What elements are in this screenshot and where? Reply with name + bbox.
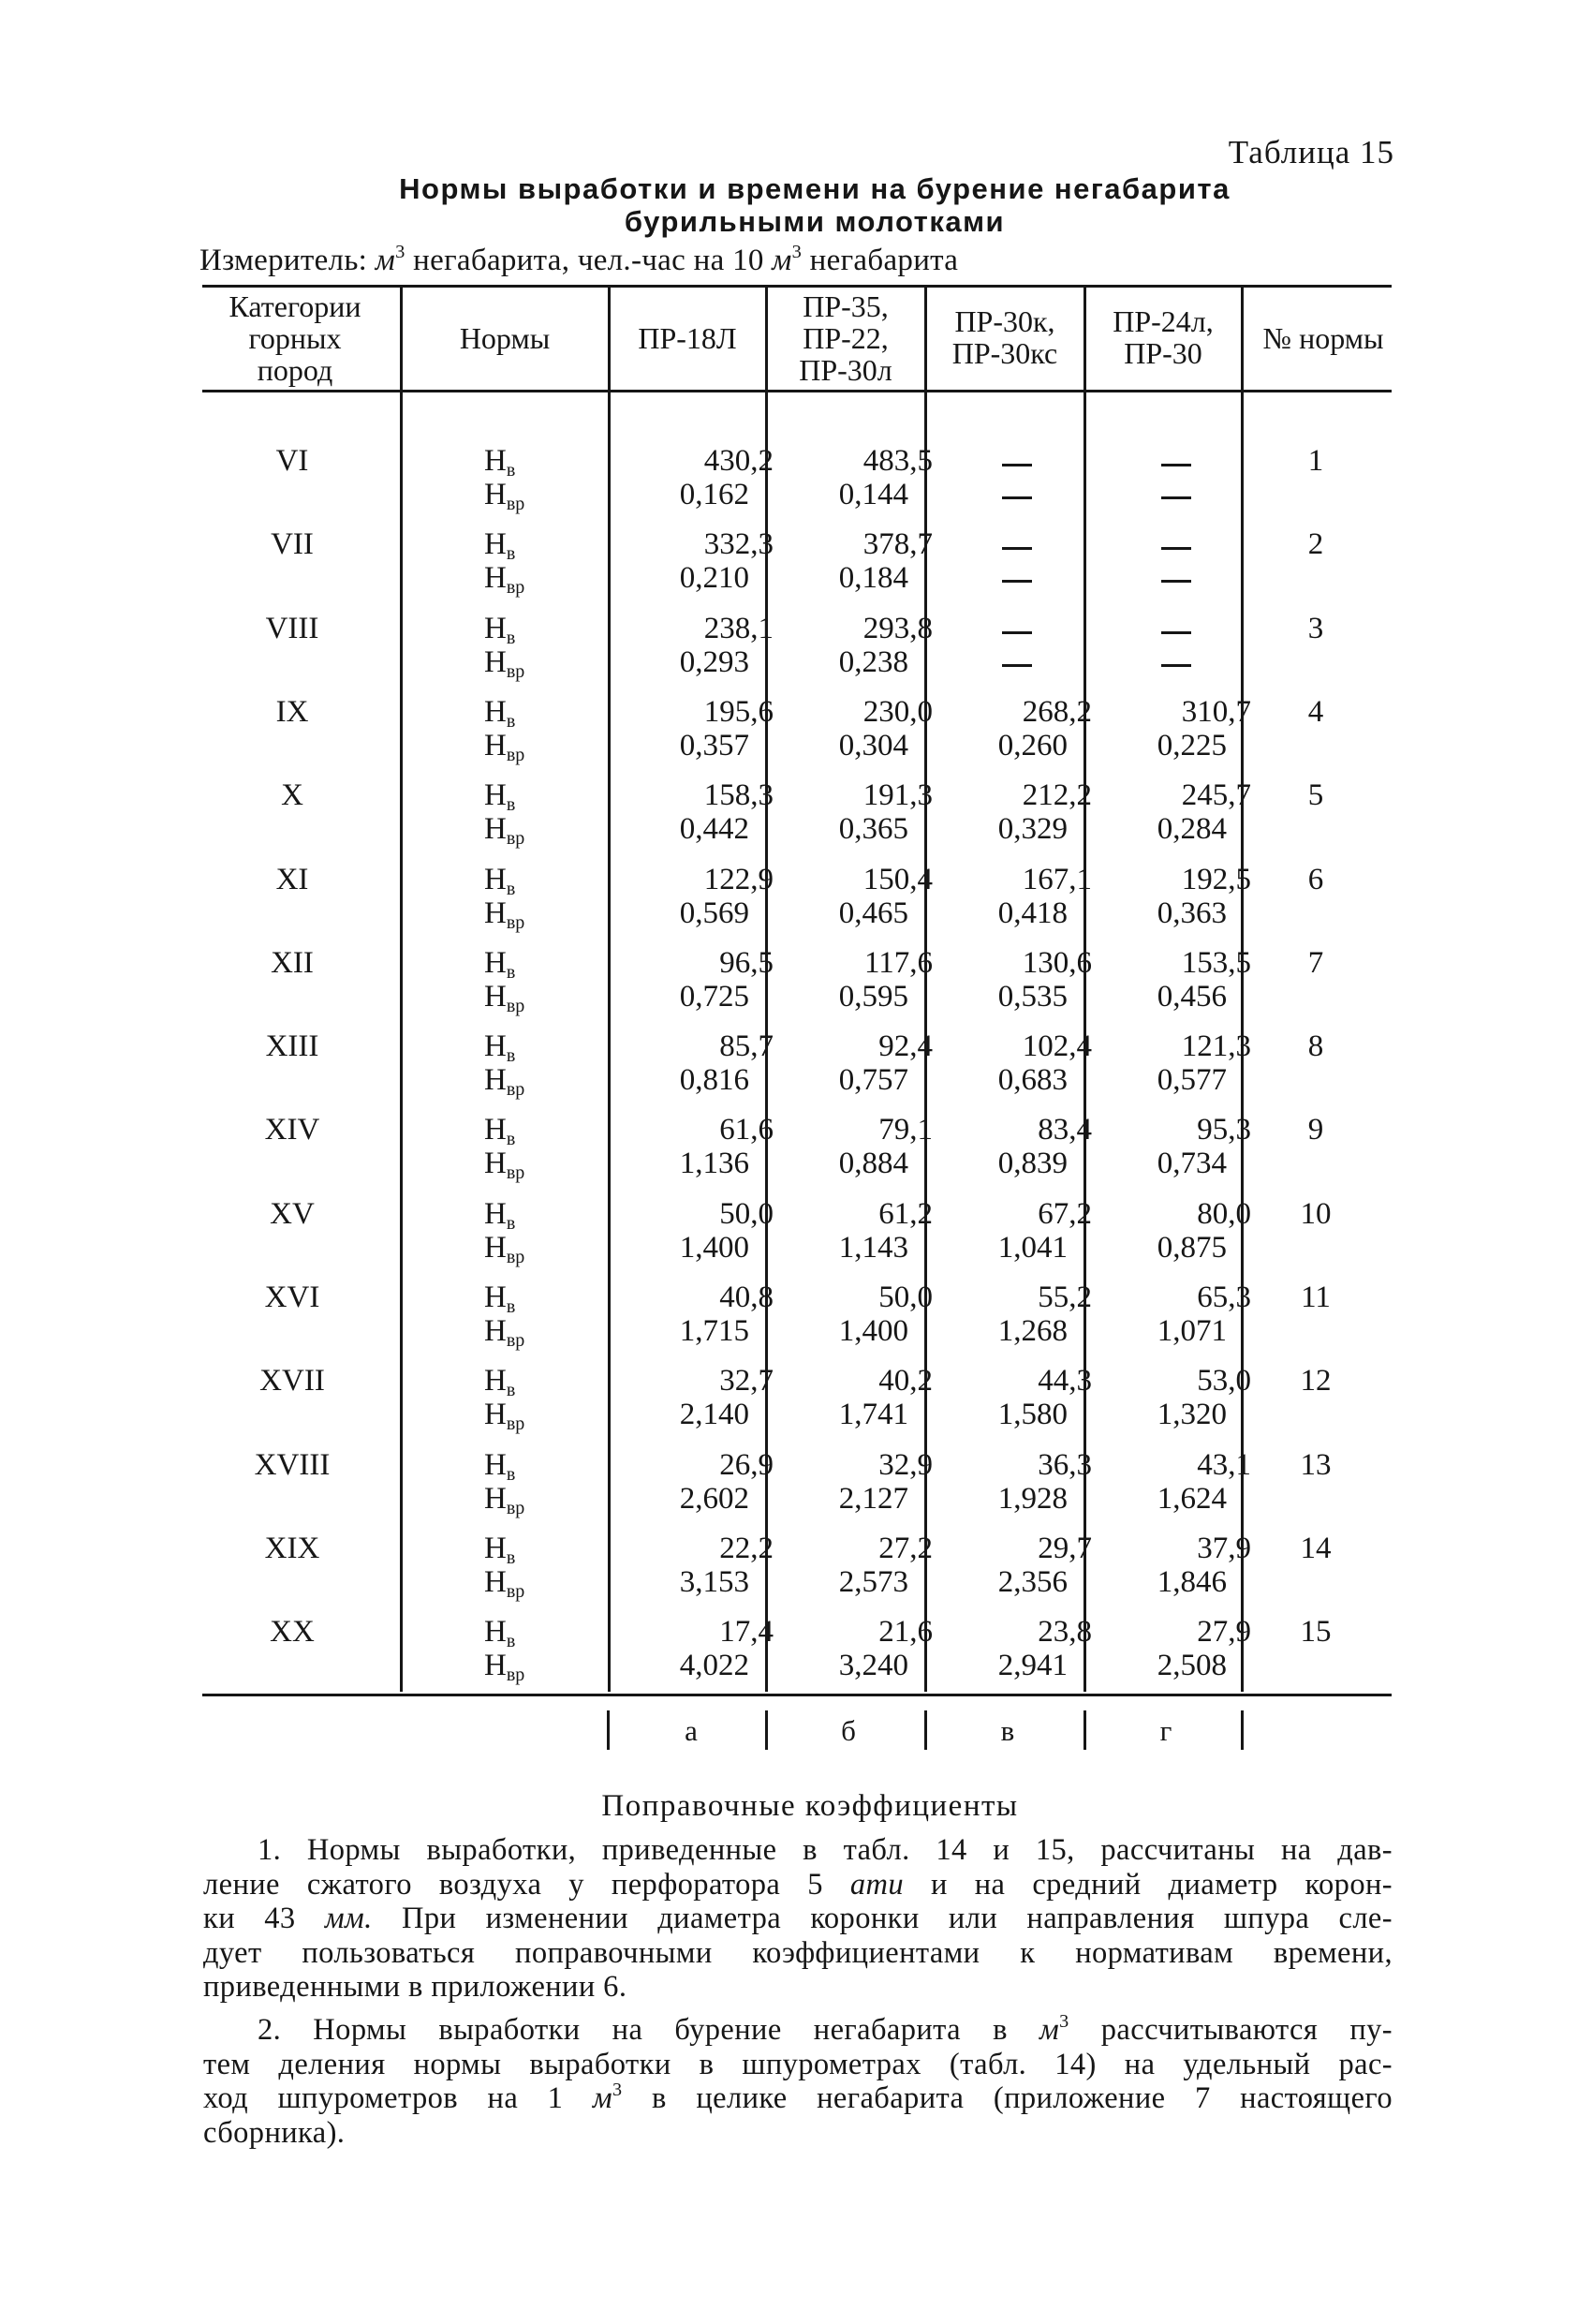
norm-output-label: Нв [484,863,516,899]
table-row [0,1526,1592,1610]
col-letter-g: г [1159,1714,1172,1747]
value-time: 1,041 [997,1231,1068,1265]
value-time: 0,363 [1157,896,1227,930]
norm-time-label: Нвр [484,1482,525,1518]
value-output: 29,7 [1038,1532,1092,1565]
letter-divider-4 [1083,1710,1086,1750]
empty-dash [1161,547,1191,550]
letter-divider-1 [607,1710,610,1750]
table-row [0,1609,1592,1694]
table-title-line1: Нормы выработки и времени на бурение негабарита [399,172,1231,205]
norm-time-label: Нвр [484,1231,525,1267]
empty-dash [1161,631,1191,634]
letter-divider-2 [765,1710,768,1750]
norm-time-label: Нвр [484,561,525,598]
value-output: 483,5 [862,444,933,478]
row-category: XVI [264,1280,320,1314]
value-output: 32,7 [719,1364,774,1398]
table-row [0,1024,1592,1108]
col-header-pr24l: ПР-24л, ПР-30 [1113,304,1214,370]
row-category: XVIII [254,1448,331,1482]
value-output: 44,3 [1038,1364,1092,1398]
norm-output-label: Нв [484,444,516,481]
letter-divider-3 [924,1710,927,1750]
value-output: 17,4 [719,1615,774,1649]
value-output: 95,3 [1197,1113,1251,1147]
value-time: 0,162 [679,478,749,511]
row-norm-number: 3 [1307,612,1324,645]
norm-time-label: Нвр [484,1314,525,1351]
norm-time-label: Нвр [484,1565,525,1602]
value-output: 50,0 [878,1280,933,1314]
value-time: 0,304 [838,729,908,762]
row-norm-number: 5 [1307,778,1324,812]
table-row [0,438,1592,523]
norm-output-label: Нв [484,1280,516,1317]
value-output: 310,7 [1181,695,1251,729]
table-row [0,1443,1592,1527]
value-output: 121,3 [1181,1029,1251,1063]
value-output: 195,6 [703,695,774,729]
value-time: 2,127 [838,1482,908,1516]
row-norm-number: 13 [1300,1448,1332,1482]
row-norm-number: 15 [1300,1615,1332,1649]
value-time: 0,418 [997,896,1068,930]
value-output: 27,9 [1197,1615,1251,1649]
row-category: XX [270,1615,315,1649]
value-time: 0,839 [997,1147,1068,1180]
norm-time-label: Нвр [484,1649,525,1685]
value-output: 238,1 [703,612,774,645]
table-row [0,773,1592,857]
col-letter-b: б [841,1714,856,1747]
col-header-norm-no: № нормы [1262,321,1384,355]
table-row [0,1358,1592,1443]
value-output: 230,0 [862,695,933,729]
value-output: 26,9 [719,1448,774,1482]
value-time: 2,602 [679,1482,749,1516]
row-category: XI [275,863,309,896]
norm-output-label: Нв [484,778,516,815]
row-norm-number: 4 [1307,695,1324,729]
value-output: 167,1 [1022,863,1092,896]
value-time: 1,136 [679,1147,749,1180]
value-time: 2,508 [1157,1649,1227,1682]
value-time: 0,144 [838,478,908,511]
col-header-pr30k: ПР-30к, ПР-30кс [951,304,1058,370]
norm-output-label: Нв [484,1029,516,1066]
row-norm-number: 2 [1307,527,1324,561]
row-category: XIV [264,1113,320,1147]
empty-dash [1002,664,1032,667]
empty-dash [1002,631,1032,634]
value-output: 55,2 [1038,1280,1092,1314]
value-output: 37,9 [1197,1532,1251,1565]
value-output: 79,1 [878,1113,933,1147]
empty-dash [1002,496,1032,499]
value-time: 1,320 [1157,1398,1227,1431]
row-category: XVII [259,1364,325,1398]
value-output: 27,2 [878,1532,933,1565]
empty-dash [1161,464,1191,466]
value-output: 92,4 [878,1029,933,1063]
value-output: 332,3 [703,527,774,561]
value-time: 1,928 [997,1482,1068,1516]
norm-time-label: Нвр [484,478,525,514]
value-time: 0,884 [838,1147,908,1180]
value-output: 378,7 [862,527,933,561]
value-time: 0,816 [679,1063,749,1097]
value-output: 192,5 [1181,863,1251,896]
value-output: 83,4 [1038,1113,1092,1147]
value-output: 85,7 [719,1029,774,1063]
row-norm-number: 12 [1300,1364,1332,1398]
value-time: 0,456 [1157,980,1227,1014]
norm-output-label: Нв [484,946,516,983]
row-category: XIX [264,1532,320,1565]
value-time: 3,153 [679,1565,749,1599]
norm-output-label: Нв [484,527,516,564]
value-time: 0,725 [679,980,749,1014]
value-output: 22,2 [719,1532,774,1565]
value-output: 67,2 [1038,1197,1092,1231]
empty-dash [1161,664,1191,667]
value-time: 1,846 [1157,1565,1227,1599]
value-time: 0,238 [838,645,908,679]
value-time: 0,465 [838,896,908,930]
norm-time-label: Нвр [484,1063,525,1100]
value-output: 293,8 [862,612,933,645]
value-time: 0,357 [679,729,749,762]
norm-time-label: Нвр [484,1147,525,1183]
norm-output-label: Нв [484,1448,516,1485]
value-output: 65,3 [1197,1280,1251,1314]
row-category: XV [270,1197,315,1231]
row-category: IX [275,695,309,729]
value-output: 117,6 [863,946,933,980]
row-norm-number: 1 [1307,444,1324,478]
row-category: VII [271,527,314,561]
value-output: 430,2 [703,444,774,478]
value-output: 158,3 [703,778,774,812]
table-row [0,522,1592,606]
row-category: XIII [265,1029,319,1063]
value-time: 1,741 [838,1398,908,1431]
table-row [0,940,1592,1025]
value-output: 36,3 [1038,1448,1092,1482]
table-top-rule [202,285,1392,288]
value-output: 61,6 [719,1113,774,1147]
value-time: 0,875 [1157,1231,1227,1265]
value-time: 4,022 [679,1649,749,1682]
col-header-category: Категории горных пород [228,289,361,387]
value-output: 150,4 [862,863,933,896]
table-row [0,857,1592,941]
table-number: Таблица 15 [1228,134,1394,170]
norm-output-label: Нв [484,1113,516,1149]
value-time: 1,071 [1157,1314,1227,1348]
row-norm-number: 6 [1307,863,1324,896]
norm-time-label: Нвр [484,980,525,1016]
value-output: 32,9 [878,1448,933,1482]
note-paragraph-1: 1. Нормы выработки, приведенные в табл. 14 и 15, рассчитаны на дав- ление сжатого воздуха у перфоратора 5 ати и на средний диаметр корон- ки 43 мм. При изменении диаметра коронки или направления шпура сле- дует пользоваться поправочными коэффициентами к нормативам времени, приведенными в приложении 6. [203,1833,1393,2004]
value-output: 245,7 [1181,778,1251,812]
value-output: 21,6 [878,1615,933,1649]
empty-dash [1161,496,1191,499]
value-time: 0,184 [838,561,908,595]
table-row [0,1275,1592,1359]
col-header-pr35: ПР-35, ПР-22, ПР-30л [799,289,892,387]
value-time: 2,140 [679,1398,749,1431]
row-category: VI [275,444,309,478]
value-output: 212,2 [1022,778,1092,812]
col-header-norms: Нормы [459,321,551,355]
value-output: 53,0 [1197,1364,1251,1398]
value-time: 1,715 [679,1314,749,1348]
value-time: 1,580 [997,1398,1068,1431]
table-row [0,1192,1592,1276]
value-output: 50,0 [719,1197,774,1231]
norm-time-label: Нвр [484,645,525,682]
row-norm-number: 11 [1301,1280,1331,1314]
table-header-rule [202,390,1392,392]
value-time: 1,624 [1157,1482,1227,1516]
measure-line: Измеритель: $м^3$ негабарита, чел.-час на 10 $м^3$ негабарита [199,242,959,277]
value-time: 0,734 [1157,1147,1227,1180]
letter-divider-5 [1241,1710,1244,1750]
value-output: 61,2 [878,1197,933,1231]
value-time: 0,210 [679,561,749,595]
value-output: 40,2 [878,1364,933,1398]
value-time: 1,400 [838,1314,908,1348]
value-time: 0,284 [1157,812,1227,846]
value-time: 1,268 [997,1314,1068,1348]
value-time: 0,442 [679,812,749,846]
norm-output-label: Нв [484,1197,516,1234]
value-output: 96,5 [719,946,774,980]
value-output: 40,8 [719,1280,774,1314]
value-time: 0,577 [1157,1063,1227,1097]
value-time: 2,356 [997,1565,1068,1599]
empty-dash [1002,547,1032,550]
norm-output-label: Нв [484,1364,516,1400]
value-time: 0,757 [838,1063,908,1097]
value-output: 191,3 [862,778,933,812]
empty-dash [1002,464,1032,466]
value-time: 1,143 [838,1231,908,1265]
table-row [0,606,1592,690]
value-time: 0,595 [838,980,908,1014]
value-time: 0,329 [997,812,1068,846]
norm-output-label: Нв [484,1532,516,1568]
row-norm-number: 8 [1307,1029,1324,1063]
value-output: 130,6 [1022,946,1092,980]
row-category: VIII [265,612,319,645]
col-letter-v: в [1000,1714,1015,1747]
value-time: 0,569 [679,896,749,930]
value-output: 80,0 [1197,1197,1251,1231]
value-time: 0,535 [997,980,1068,1014]
row-norm-number: 7 [1307,946,1324,980]
norm-time-label: Нвр [484,896,525,933]
value-time: 1,400 [679,1231,749,1265]
table-row [0,1107,1592,1192]
empty-dash [1161,580,1191,583]
table-title-line2: бурильными молотками [624,205,1006,238]
value-output: 102,4 [1022,1029,1092,1063]
value-time: 0,225 [1157,729,1227,762]
norm-output-label: Нв [484,1615,516,1651]
notes-title: Поправочные коэффициенты [601,1789,1019,1823]
empty-dash [1002,580,1032,583]
value-time: 0,683 [997,1063,1068,1097]
table-bottom-rule [202,1694,1392,1696]
value-time: 0,365 [838,812,908,846]
norm-time-label: Нвр [484,812,525,849]
row-norm-number: 9 [1307,1113,1324,1147]
col-letter-a: а [685,1714,698,1747]
col-header-pr18l: ПР-18Л [638,321,737,355]
row-norm-number: 14 [1300,1532,1332,1565]
row-category: XII [271,946,314,980]
norm-time-label: Нвр [484,1398,525,1434]
value-time: 2,573 [838,1565,908,1599]
table-row [0,689,1592,774]
value-output: 268,2 [1022,695,1092,729]
note-paragraph-2: 2. Нормы выработки на бурение негабарита в $м^3$ рассчитываются пу- тем деления нормы выработки в шпурометрах (табл. 14) на удельный рас- ход шпурометров на 1 $м^3$ в целике негабарита (приложение 7 настоящего сборника). [203,2011,1393,2150]
value-time: 3,240 [838,1649,908,1682]
norm-time-label: Нвр [484,729,525,765]
value-output: 23,8 [1038,1615,1092,1649]
value-time: 0,260 [997,729,1068,762]
row-category: X [281,778,303,812]
row-norm-number: 10 [1300,1197,1332,1231]
norm-output-label: Нв [484,695,516,732]
value-output: 43,1 [1197,1448,1251,1482]
value-time: 0,293 [679,645,749,679]
norm-output-label: Нв [484,612,516,648]
value-output: 153,5 [1181,946,1251,980]
value-output: 122,9 [703,863,774,896]
value-time: 2,941 [997,1649,1068,1682]
